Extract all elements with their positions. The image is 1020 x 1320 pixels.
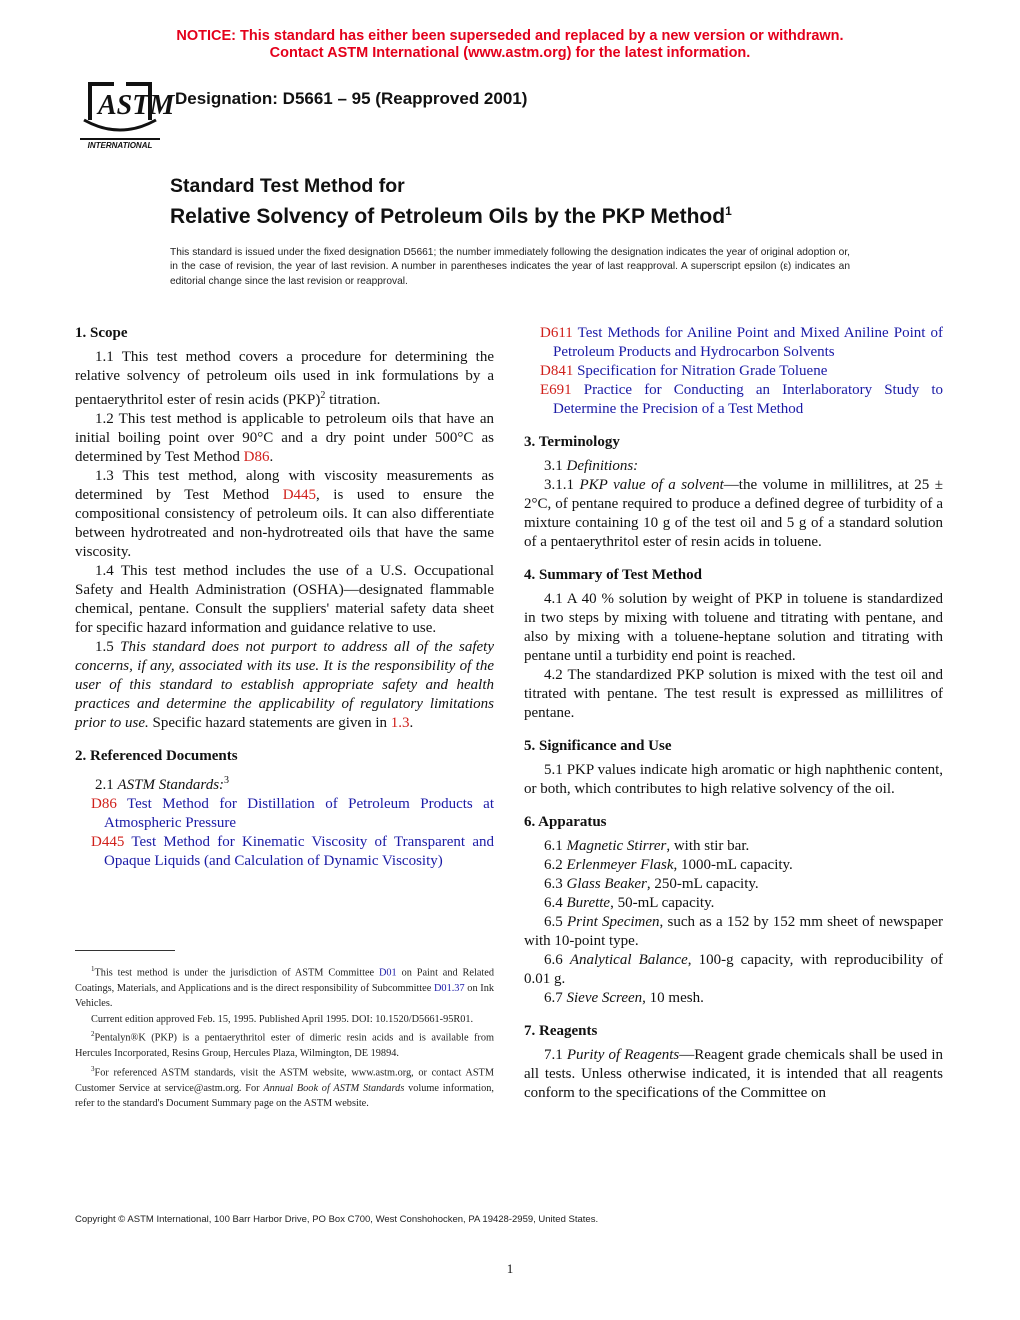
text: 7.1 bbox=[544, 1047, 567, 1063]
text: 3.1 bbox=[544, 458, 567, 474]
text: Glass Beaker bbox=[566, 876, 647, 892]
apparatus-item bbox=[524, 913, 943, 951]
footnote-1 bbox=[75, 962, 494, 1012]
right-column bbox=[524, 324, 943, 1103]
apparatus-item bbox=[524, 837, 943, 856]
text: 6.5 bbox=[544, 914, 567, 930]
link-d01[interactable]: D01 bbox=[378, 967, 397, 979]
apparatus-item bbox=[524, 989, 943, 1008]
text: on Paint and Related Coatings, Materials, and Applications and is the direct responsibility of Subcommittee bbox=[75, 967, 495, 994]
text: 6.3 bbox=[544, 876, 567, 892]
text: 6.7 bbox=[544, 990, 567, 1006]
text: 1.1 This test method covers a procedure for determining the relative solvency of petroleum oils used in ink formulations by a pentaerythritol ester of resin acids (PKP) bbox=[75, 349, 494, 408]
text: —Reagent grade chemicals shall be used in all tests. Unless otherwise indicated, it is intended that all reagents conform to the specifications of the Committee on bbox=[524, 1047, 944, 1101]
title-footnote-ref[interactable]: 1 bbox=[725, 204, 732, 218]
footnote-1-edition: Current edition approved Feb. 15, 1995. Published April 1995. DOI: 10.1520/D5661-95R01. bbox=[91, 1013, 474, 1025]
text: PKP value of a solvent bbox=[579, 477, 724, 493]
reference-item[interactable] bbox=[75, 833, 494, 871]
issuance-note: This standard is issued under the fixed designation D5661; the number immediately following the designation indicates the year of original adoption or, in the case of revision, the year of last revision. A number in parentheses indicates the year of last reapproval. A superscript epsilon (ε) indicates an editorial change since the last revision or reapproval. bbox=[170, 247, 850, 287]
title-line-1: Standard Test Method for bbox=[170, 175, 405, 197]
apparatus-item bbox=[524, 894, 943, 913]
reference-item[interactable] bbox=[524, 362, 943, 381]
text: , such as a 152 by 152 mm sheet of newspaper with 10-point type. bbox=[524, 914, 944, 949]
section-heading-significance: 5. Significance and Use bbox=[524, 738, 672, 754]
paragraph-3-1 bbox=[524, 457, 943, 476]
reference-code[interactable]: E691 bbox=[540, 382, 572, 398]
section-heading-terminology: 3. Terminology bbox=[524, 434, 620, 450]
text: Magnetic Stirrer bbox=[566, 838, 667, 854]
text: , 250-mL capacity. bbox=[646, 876, 759, 892]
apparatus-item bbox=[524, 856, 943, 875]
page-number: 1 bbox=[506, 1261, 514, 1276]
reference-item[interactable] bbox=[524, 381, 943, 419]
footnote-2 bbox=[75, 1027, 494, 1061]
text: 3.1.1 bbox=[544, 477, 580, 493]
notice-line-2: Contact ASTM International (www.astm.org) for the latest information. bbox=[269, 45, 751, 61]
logo-letters: ASTM bbox=[98, 90, 175, 121]
designation: Designation: D5661 – 95 (Reapproved 2001) bbox=[175, 89, 528, 108]
text: This test method is under the jurisdiction of ASTM Committee bbox=[94, 967, 379, 979]
text: 6.2 bbox=[544, 857, 567, 873]
section-heading-scope: 1. Scope bbox=[75, 325, 128, 341]
footnote-divider bbox=[75, 950, 175, 951]
text: , 1000-mL capacity. bbox=[673, 857, 793, 873]
section-heading-reagents: 7. Reagents bbox=[524, 1023, 598, 1039]
paragraph-7-1 bbox=[524, 1046, 943, 1103]
text: , is used to ensure the compositional consistency of petroleum oils. It can also differentiate between hydrotreated and non-hydrotreated oils that have the same viscosity. bbox=[75, 487, 495, 560]
text: 6.4 bbox=[544, 895, 567, 911]
link-d445[interactable]: D445 bbox=[282, 487, 317, 503]
text: Pentalyn®K (PKP) is a pentaerythritol ester of dimeric resin acids and is available from Hercules Incorporated, Resins Group, Hercules Plaza, Wilmington, DE 19894. bbox=[75, 1032, 494, 1060]
text: —the volume in millilitres, at 25 ± 2°C, of pentane required to produce a defined degree of turbidity of a mixture containing 10 g of the test oil and 5 g of a standard solution of a pentaerythritol ester of resin acids in toluene. bbox=[524, 477, 943, 550]
logo-subtitle: INTERNATIONAL bbox=[87, 141, 153, 150]
text: . bbox=[269, 449, 274, 465]
apparatus-item bbox=[524, 951, 943, 989]
text: , 10 mesh. bbox=[642, 990, 704, 1006]
reference-code[interactable]: D86 bbox=[91, 796, 117, 812]
paragraph-4-2: 4.2 The standardized PKP solution is mixed with the test oil and titrated with pentane. The test result is expressed as millilitres of pentane. bbox=[524, 667, 943, 721]
text: , 100-g capacity, with reproducibility of 0.01 g. bbox=[524, 952, 943, 987]
text: 1.5 bbox=[95, 639, 121, 655]
reference-title[interactable]: Test Methods for Aniline Point and Mixed Aniline Point of Petroleum Products and Hydrocarbon Solvents bbox=[553, 325, 943, 360]
text: Print Specimen bbox=[566, 914, 660, 930]
section-heading-apparatus: 6. Apparatus bbox=[524, 814, 607, 830]
reference-code[interactable]: D445 bbox=[91, 834, 125, 850]
paragraph-1-2 bbox=[75, 410, 494, 467]
reference-item[interactable] bbox=[75, 795, 494, 833]
reference-item[interactable] bbox=[524, 324, 943, 362]
text: Erlenmeyer Flask bbox=[566, 857, 674, 873]
paragraph-1-1 bbox=[75, 348, 494, 410]
paragraph-4-1: 4.1 A 40 % solution by weight of PKP in toluene is standardized in two steps by mixing with toluene and titrating with pentane, and also by mixing with a toluene-heptane solution and titrating with pentane until a turbidity end point is reached. bbox=[524, 591, 943, 664]
link-d86[interactable]: D86 bbox=[243, 449, 270, 465]
reference-title[interactable]: Test Method for Distillation of Petroleum Products at Atmospheric Pressure bbox=[104, 796, 494, 831]
text: , 50-mL capacity. bbox=[610, 895, 715, 911]
footnote-ref-2[interactable]: 2 bbox=[320, 390, 326, 401]
text: Definitions: bbox=[566, 458, 639, 474]
paragraph-1-5 bbox=[75, 638, 494, 733]
text: 6.1 bbox=[544, 838, 567, 854]
section-heading-referenced-documents: 2. Referenced Documents bbox=[75, 748, 238, 764]
text: ASTM Standards: bbox=[117, 777, 225, 793]
text: 2.1 bbox=[95, 777, 118, 793]
text: Analytical Balance bbox=[569, 952, 688, 968]
text: Burette bbox=[566, 895, 611, 911]
paragraph-3-1-1 bbox=[524, 476, 943, 552]
text: 6.6 bbox=[544, 952, 570, 968]
text: Purity of Reagents bbox=[566, 1047, 680, 1063]
paragraph-1-3 bbox=[75, 467, 494, 562]
link-d01-37[interactable]: D01.37 bbox=[434, 982, 465, 994]
text: volume information, refer to the standard's Document Summary page on the ASTM website. bbox=[75, 1082, 494, 1110]
paragraph-2-1 bbox=[75, 771, 494, 795]
astm-logo-icon bbox=[74, 76, 175, 152]
text: 1.3 This test method, along with viscosity measurements as determined by Test Method bbox=[75, 468, 494, 503]
reference-code[interactable]: D611 bbox=[540, 325, 573, 341]
notice-line-1: NOTICE: This standard has either been superseded and replaced by a new version or withdrawn. bbox=[176, 28, 844, 44]
text: , with stir bar. bbox=[666, 838, 750, 854]
reference-title[interactable]: Specification for Nitration Grade Toluene bbox=[577, 363, 828, 379]
title-line-2 bbox=[170, 198, 732, 230]
left-column bbox=[75, 324, 494, 871]
text: titration. bbox=[325, 392, 381, 408]
text: . bbox=[409, 715, 414, 731]
text: Sieve Screen bbox=[566, 990, 643, 1006]
text: This standard does not purport to address all of the safety concerns, if any, associated with its use. It is the responsibility of the user of this standard to establish appropriate safety and health practices and determine the applicability of regulatory limitations prior to use. bbox=[75, 639, 495, 731]
footnote-ref-3[interactable]: 3 bbox=[224, 775, 230, 786]
text: Annual Book of ASTM Standards bbox=[263, 1082, 405, 1094]
footnote-marker: 3 bbox=[91, 1064, 95, 1073]
copyright: Copyright © ASTM International, 100 Barr Harbor Drive, PO Box C700, West Conshohocken, PA 19428-2959, United States. bbox=[75, 1214, 599, 1225]
text: on Ink Vehicles. bbox=[75, 982, 495, 1010]
withdrawal-notice bbox=[0, 28, 1020, 62]
document-title bbox=[170, 175, 732, 230]
footnote-3 bbox=[75, 1062, 494, 1112]
footnote-marker: 1 bbox=[91, 965, 95, 973]
link-1-3[interactable]: 1.3 bbox=[390, 715, 410, 731]
reference-title[interactable]: Practice for Conducting an Interlaboratory Study to Determine the Precision of a Test Method bbox=[553, 382, 943, 417]
text: 1.2 This test method is applicable to petroleum oils that have an initial boiling point over 90°C and a dry point under 500°C as determined by Test Method bbox=[75, 411, 494, 465]
section-heading-summary: 4. Summary of Test Method bbox=[524, 567, 702, 583]
paragraph-1-4: 1.4 This test method includes the use of a U.S. Occupational Safety and Health Administration (OSHA)—designated flammable chemical, pentane. Consult the suppliers' material safety data sheet for specific hazard information and guidance relative to use. bbox=[75, 563, 494, 636]
title-main: Relative Solvency of Petroleum Oils by the PKP Method bbox=[170, 205, 726, 228]
paragraph-5-1: 5.1 PKP values indicate high aromatic or high naphthenic content, or both, which contributes to high relative solvency of the oil. bbox=[524, 762, 943, 797]
reference-title[interactable]: Test Method for Kinematic Viscosity of Transparent and Opaque Liquids (and Calculation of Dynamic Viscosity) bbox=[104, 834, 494, 869]
footnote-marker: 2 bbox=[91, 1030, 95, 1039]
reference-code[interactable]: D841 bbox=[540, 363, 574, 379]
text: For referenced ASTM standards, visit the ASTM website, www.astm.org, or contact ASTM Customer Service at service@astm.org. For bbox=[75, 1067, 494, 1094]
footnotes bbox=[75, 962, 494, 1112]
astm-logo bbox=[74, 76, 175, 152]
apparatus-item bbox=[524, 875, 943, 894]
text: Specific hazard statements are given in bbox=[148, 715, 391, 731]
